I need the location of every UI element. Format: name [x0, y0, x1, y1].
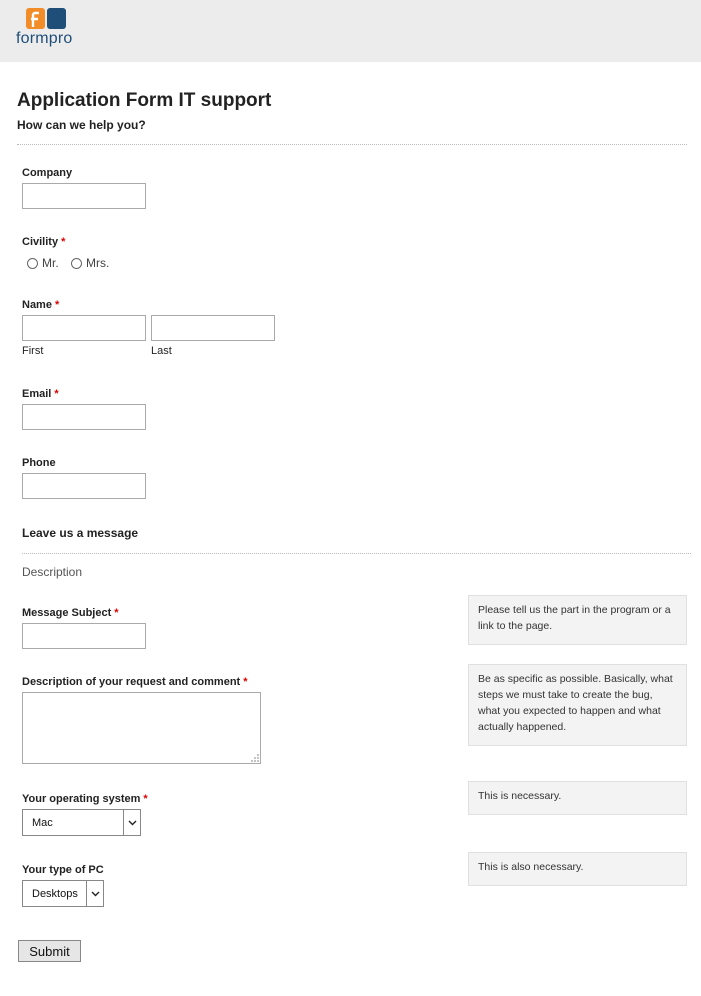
subject-input[interactable]: [22, 623, 146, 649]
chevron-down-icon[interactable]: [123, 810, 140, 835]
first-name-input[interactable]: [22, 315, 146, 341]
required-marker: *: [61, 236, 66, 248]
required-marker: *: [54, 388, 59, 400]
radio-mrs[interactable]: [71, 258, 82, 269]
subject-help: Please tell us the part in the program or a link to the page.: [468, 595, 687, 645]
section-divider: [22, 553, 691, 554]
os-select-value: Mac: [32, 816, 53, 829]
description-textarea[interactable]: [22, 692, 261, 764]
phone-label: Phone: [22, 457, 56, 469]
required-marker: *: [143, 793, 148, 805]
radio-mrs-label: Mrs.: [86, 256, 110, 270]
section-title: Leave us a message: [22, 526, 139, 540]
pc-help: This is also necessary.: [468, 852, 687, 886]
required-marker: *: [54, 299, 60, 311]
first-name-sublabel: First: [22, 345, 44, 357]
required-marker: *: [114, 607, 119, 619]
phone-input[interactable]: [22, 473, 146, 499]
page-subtitle: How can we help you?: [17, 118, 146, 132]
os-help: This is necessary.: [468, 781, 687, 815]
os-select[interactable]: [22, 809, 141, 836]
resize-grip-icon[interactable]: [249, 752, 259, 762]
last-name-sublabel: Last: [151, 345, 172, 357]
radio-mr[interactable]: [27, 258, 38, 269]
company-input[interactable]: [22, 183, 146, 209]
chevron-down-icon[interactable]: [86, 881, 103, 906]
description-help: Be as specific as possible. Basically, what steps we must take to create the bug, what you expected to happen and what actually happened.: [468, 664, 687, 746]
submit-button[interactable]: Submit: [18, 940, 81, 962]
description-label: Description of your request and comment *: [22, 676, 248, 688]
os-label: Your operating system *: [22, 793, 148, 805]
civility-label: Civility *: [22, 236, 66, 248]
page-title: Application Form IT support: [17, 90, 272, 111]
pc-select-value: Desktops: [32, 887, 78, 900]
subject-label: Message Subject *: [22, 607, 119, 619]
pc-label: Your type of PC: [22, 864, 104, 876]
section-description: Description: [22, 565, 83, 579]
company-label: Company: [22, 167, 73, 179]
title-divider: [17, 144, 687, 145]
top-bar: [0, 0, 701, 62]
name-label: Name *: [22, 299, 60, 311]
required-marker: *: [243, 676, 248, 688]
logo-mark-icon: [26, 8, 66, 30]
email-input[interactable]: [22, 404, 146, 430]
last-name-input[interactable]: [151, 315, 275, 341]
email-label: Email *: [22, 388, 59, 400]
pc-select[interactable]: [22, 880, 104, 907]
civility-mr-option[interactable]: [27, 256, 59, 270]
radio-mr-label: Mr.: [42, 256, 59, 270]
civility-mrs-option[interactable]: [71, 256, 109, 270]
logo-text: formpro: [16, 30, 73, 47]
